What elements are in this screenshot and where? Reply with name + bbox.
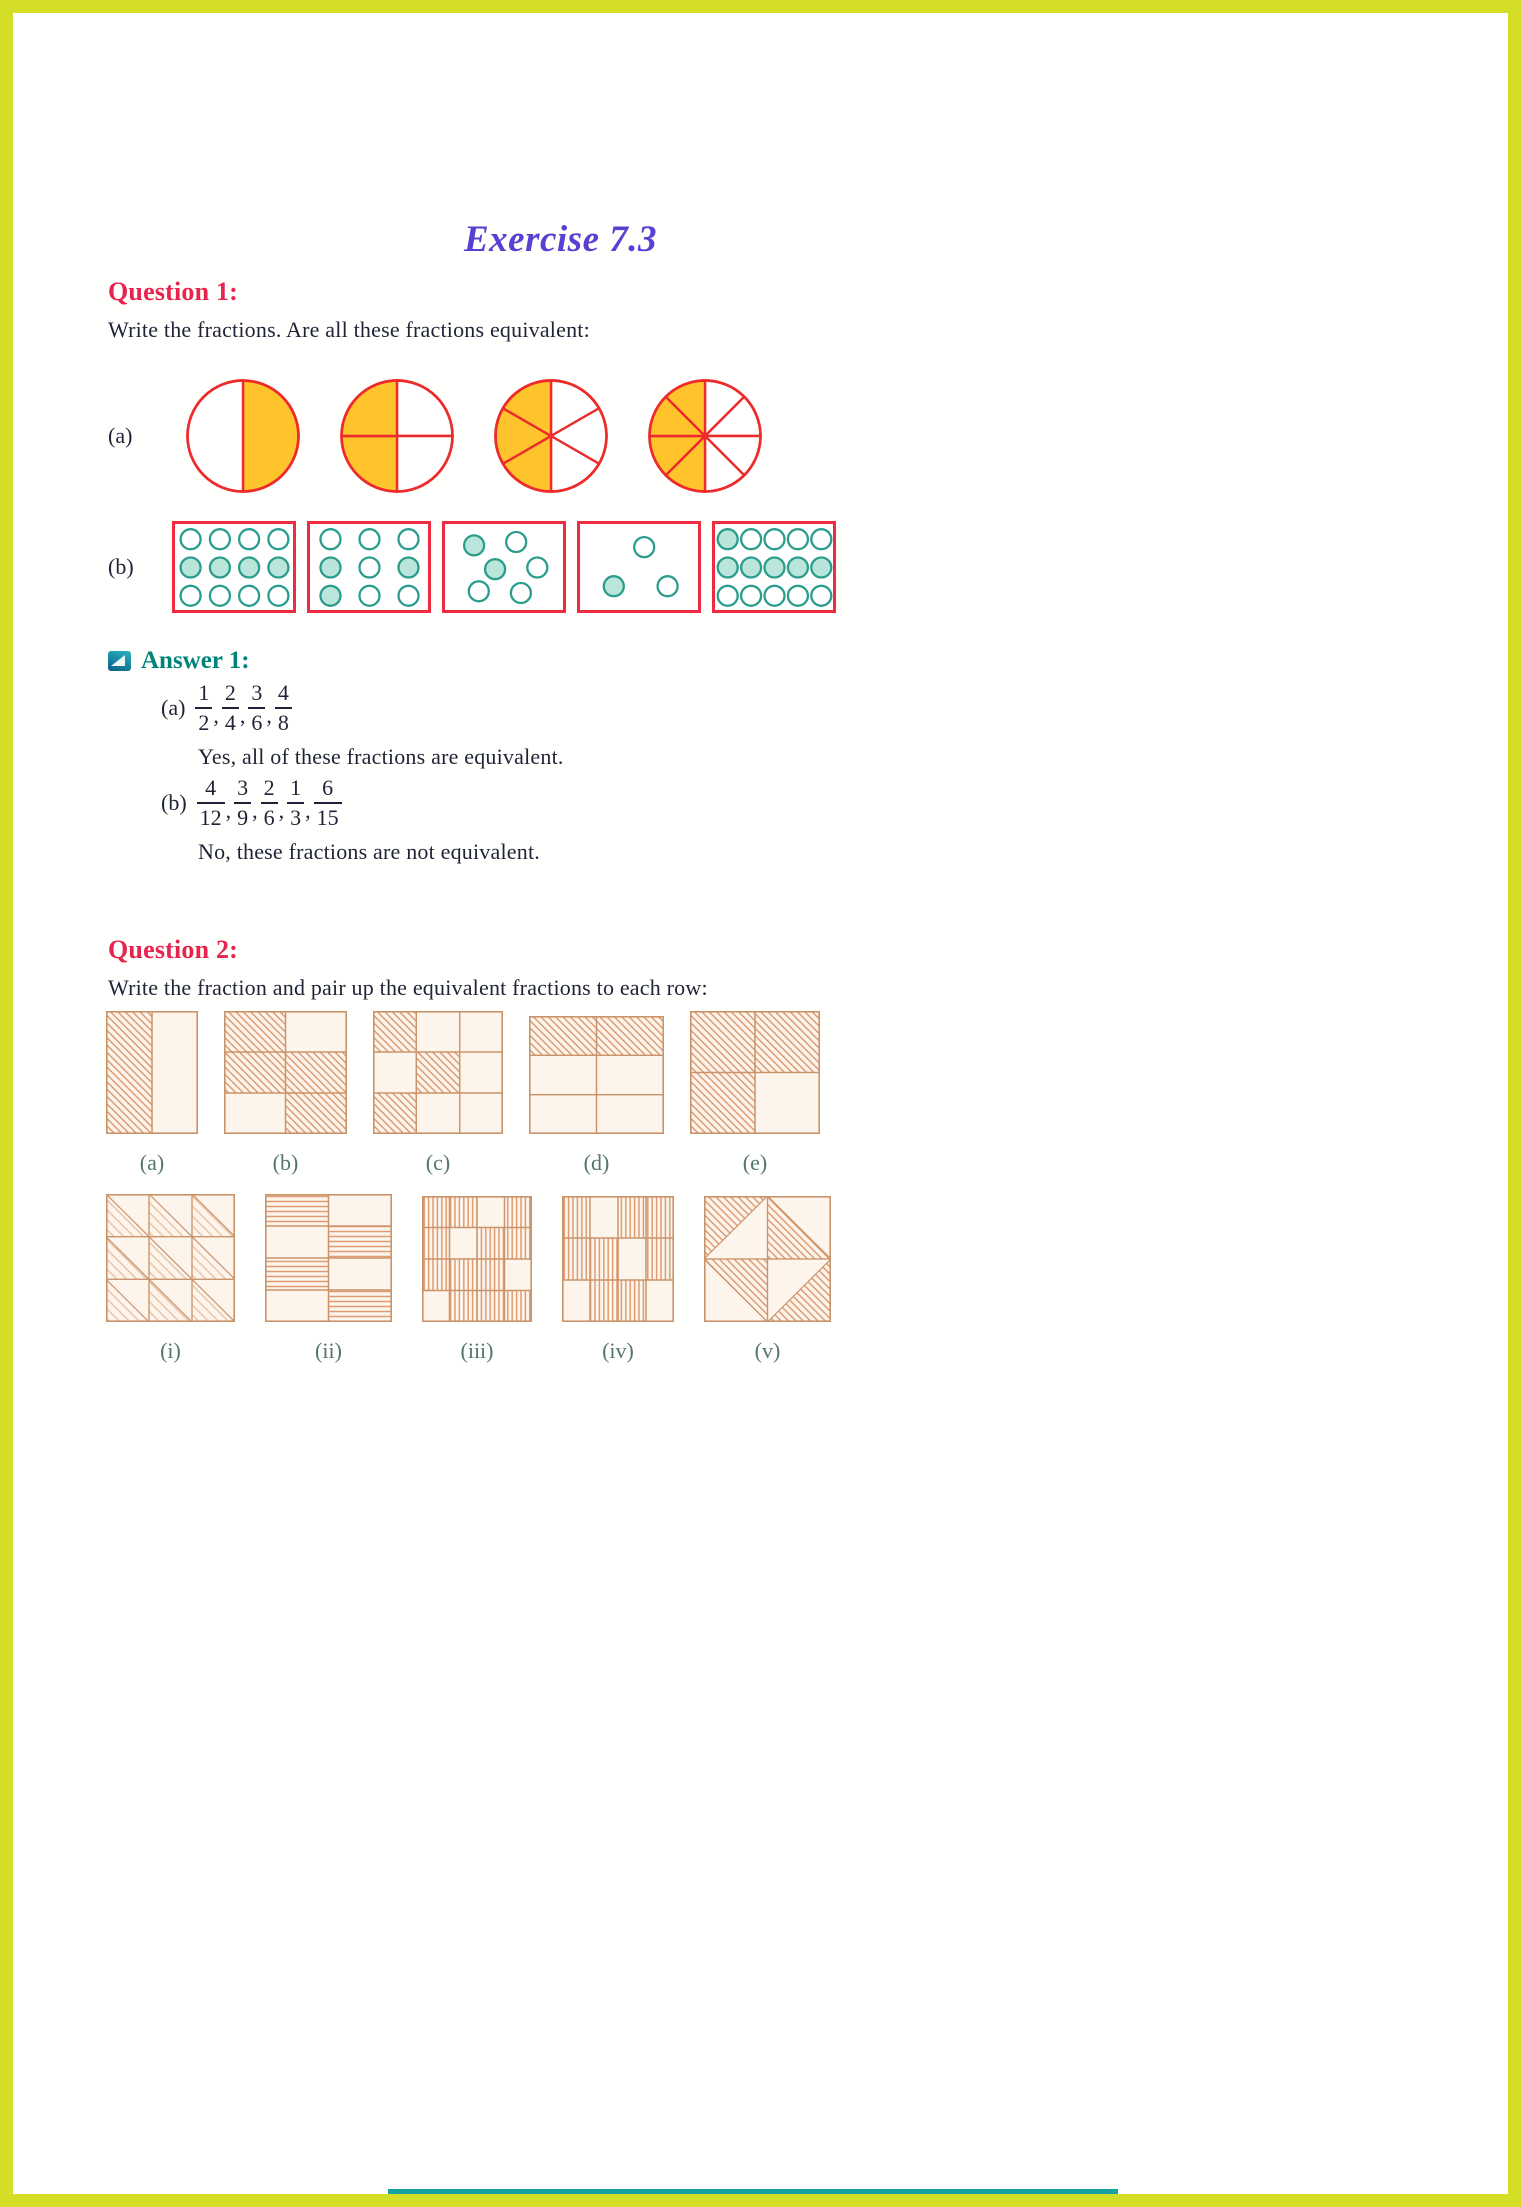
figure-col-iv bbox=[562, 1196, 674, 1364]
dot-box bbox=[577, 521, 701, 613]
answer1-heading: Answer 1: bbox=[141, 647, 250, 674]
figure-label-v: (v) bbox=[754, 1338, 781, 1363]
dot-box-figure bbox=[311, 525, 428, 610]
figure-label-b: (b) bbox=[272, 1150, 299, 1175]
answer-part-a bbox=[161, 679, 1108, 736]
comma: , bbox=[213, 702, 219, 728]
fraction: $\frac{6}{15}$ bbox=[314, 774, 342, 831]
comma: , bbox=[239, 702, 246, 728]
figure-col-v bbox=[704, 1196, 831, 1364]
fraction-figure-i bbox=[106, 1194, 235, 1322]
row-b-label: (b) bbox=[108, 554, 134, 579]
comma: , bbox=[278, 797, 285, 823]
fraction-figure-a bbox=[106, 1011, 198, 1134]
exercise-title: Exercise 7.3 bbox=[463, 219, 658, 260]
q2-figures-bottom bbox=[106, 1194, 1108, 1364]
question2-section bbox=[13, 935, 1108, 1364]
figure-col-e bbox=[690, 1011, 820, 1176]
figure-svg bbox=[529, 1016, 664, 1134]
figure-svg bbox=[106, 1011, 198, 1134]
answer-a-text: Yes, all of these fractions are equivalent. bbox=[198, 744, 564, 769]
fraction-circle bbox=[646, 377, 764, 495]
figure-svg bbox=[265, 1194, 392, 1322]
dot-box bbox=[712, 521, 836, 613]
fraction: $\frac{3}{9}$ bbox=[234, 774, 251, 831]
fraction-figure-ii bbox=[265, 1194, 392, 1322]
figure-col-a bbox=[106, 1011, 198, 1176]
figure-svg bbox=[422, 1196, 532, 1322]
fraction-figure-b bbox=[224, 1011, 347, 1134]
figure-svg bbox=[106, 1194, 235, 1322]
fraction: $\frac{1}{3}$ bbox=[287, 774, 304, 831]
fraction-figure-e bbox=[690, 1011, 820, 1134]
figure-svg bbox=[224, 1011, 347, 1134]
question1-heading: Question 1: bbox=[108, 277, 239, 306]
fraction-circles bbox=[184, 377, 764, 495]
dot-box bbox=[442, 521, 566, 613]
fraction: $\frac{3}{6}$ bbox=[248, 679, 265, 736]
dot-box-figure bbox=[446, 525, 563, 610]
dot-boxes bbox=[172, 521, 836, 613]
question2-heading: Question 2: bbox=[108, 935, 239, 964]
fraction-figure-iii bbox=[422, 1196, 532, 1322]
figure-svg bbox=[704, 1196, 831, 1322]
comma: , bbox=[305, 797, 311, 823]
fractions-a bbox=[195, 680, 292, 735]
dot-box bbox=[307, 521, 431, 613]
dot-box-figure bbox=[176, 525, 293, 610]
figure-col-c bbox=[373, 1011, 503, 1176]
fraction-figure-iv bbox=[562, 1196, 674, 1322]
figure-col-b bbox=[224, 1011, 347, 1176]
fraction: $\frac{4}{8}$ bbox=[275, 679, 292, 736]
dot-box bbox=[172, 521, 296, 613]
figure-col-i bbox=[106, 1194, 235, 1364]
q2-figures-top bbox=[106, 1011, 1108, 1176]
comma: , bbox=[225, 797, 232, 823]
fraction: $\frac{1}{2}$ bbox=[195, 679, 212, 736]
figure-label-a: (a) bbox=[139, 1150, 165, 1175]
answer-bullet-icon bbox=[108, 651, 131, 671]
fraction: $\frac{2}{6}$ bbox=[261, 774, 278, 831]
fraction-figure-d bbox=[529, 1016, 664, 1134]
figure-col-ii bbox=[265, 1194, 392, 1364]
question1-prompt: Write the fractions. Are all these fractions equivalent: bbox=[108, 317, 590, 342]
figure-col-iii bbox=[422, 1196, 532, 1364]
comma: , bbox=[266, 702, 272, 728]
dot-boxes-row bbox=[108, 521, 1108, 613]
answer-part-b bbox=[161, 774, 1108, 831]
page-content bbox=[13, 13, 1108, 1364]
comma: , bbox=[252, 797, 258, 823]
part-a-label: (a) bbox=[161, 694, 186, 720]
figure-label-d: (d) bbox=[583, 1150, 610, 1175]
figure-label-i: (i) bbox=[160, 1338, 181, 1363]
figure-svg bbox=[562, 1196, 674, 1322]
dot-box-figure bbox=[716, 525, 833, 610]
figure-label-iv: (iv) bbox=[602, 1338, 634, 1363]
answer1-section bbox=[13, 647, 1108, 865]
figure-label-ii: (ii) bbox=[315, 1338, 342, 1363]
fraction-figure-c bbox=[373, 1011, 503, 1134]
question2-prompt: Write the fraction and pair up the equivalent fractions to each row: bbox=[108, 975, 708, 1000]
fraction-circle bbox=[338, 377, 456, 495]
row-a-label: (a) bbox=[108, 423, 133, 448]
figure-svg bbox=[373, 1011, 503, 1134]
fraction-circle bbox=[184, 377, 302, 495]
fraction-circle bbox=[492, 377, 610, 495]
figure-label-e: (e) bbox=[742, 1150, 768, 1175]
figure-svg bbox=[690, 1011, 820, 1134]
fraction-figure-v bbox=[704, 1196, 831, 1322]
question1-section bbox=[13, 277, 1108, 613]
answer-b-text: No, these fractions are not equivalent. bbox=[198, 839, 540, 864]
figure-label-iii: (iii) bbox=[460, 1338, 494, 1363]
fraction-circles-row bbox=[108, 377, 1108, 495]
page-bottom-divider bbox=[388, 2189, 1118, 2194]
fractions-b bbox=[197, 775, 342, 830]
figure-label-c: (c) bbox=[425, 1150, 451, 1175]
fraction: $\frac{2}{4}$ bbox=[222, 679, 239, 736]
dot-box-figure bbox=[581, 525, 698, 610]
fraction: $\frac{4}{12}$ bbox=[197, 774, 225, 831]
answer1-heading-row bbox=[108, 647, 1108, 675]
figure-col-d bbox=[529, 1016, 664, 1176]
part-b-label: (b) bbox=[161, 789, 187, 815]
